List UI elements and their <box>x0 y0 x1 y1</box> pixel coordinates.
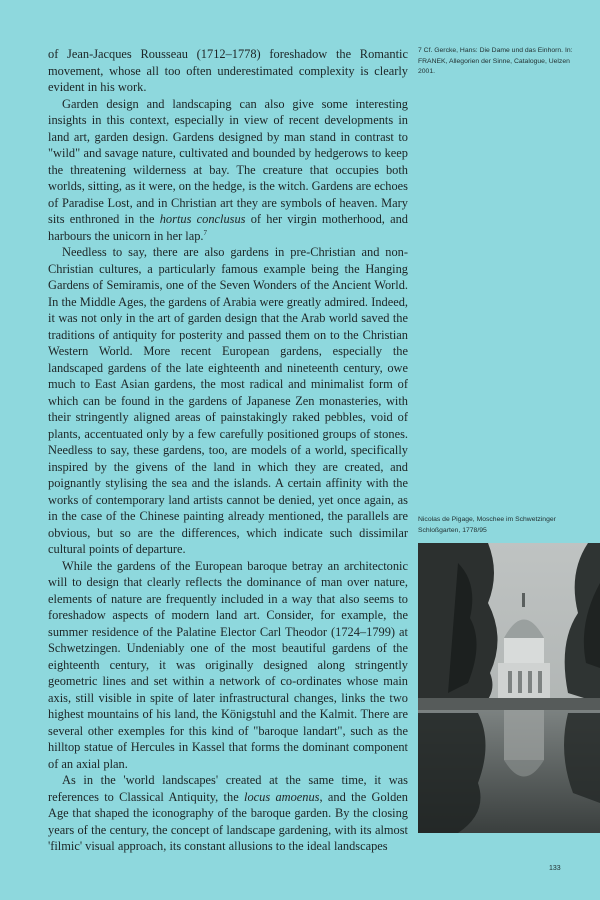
image-caption: Nicolas de Pigage, Moschee im Schwetzinger Schloßgarten, 1778/95 <box>418 516 556 534</box>
body-paragraph <box>48 96 408 245</box>
footnote-marker: 7 <box>203 228 208 237</box>
body-paragraph <box>48 46 408 96</box>
paragraph-text: of Jean-Jacques Rousseau (1712–1778) foreshadow the Romantic movement, whose all too often underestimated complexity is clearly evident in his work. <box>48 47 408 94</box>
page-number: 133 <box>549 865 561 872</box>
paragraph-text: Needless to say, there are also gardens in pre-Christian and non-Christian cultures, a particularly famous example being the Hanging Gardens of Semiramis, one of the Seven Wonders of the Ancient World. In the Middle Ages, the gardens of Arabia were greatly admired. Indeed, it was not only in the art of garden design that the Arab world saved the traditions of antiquity for posterity and passed them on to the Christian Western World. More recent European gardens, especially the landscaped gardens of the late eighteenth and nineteenth century, owe much to East Asian gardens, the most radical and minimalist form of which can be found in the gardens of Japanese Zen monasteries, with their stringently aligned areas of painstakingly raked pebbles, void of plants, accentuated only by a few carefully positioned groups of stones. Needless to say, these gardens, too, are models of a world, specifically inspired by the givens of the land in which they are created, and poignantly stylising the sea and the islands. A certain affinity with the works of contemporary land artists cannot be denied, yet once again, as in the case of the Chinese painting already mentioned, the parallels are obvious, but so are the differences, which indicate such dissimilar cultural points of departure. <box>48 245 408 556</box>
italic-term: hortus conclusus <box>159 212 246 226</box>
body-paragraph <box>48 772 408 855</box>
main-text-column <box>48 46 408 855</box>
paragraph-text: While the gardens of the European baroque betray an architectonic will to design that clearly reflects the dominance of man over nature, elements of nature are frequently included in a way that also seems to foreshadow aspects of modern land art. Consider, for example, the summer residence of the Palatine Elector Carl Theodor (1724–1799) at Schwetzingen. Undeniably one of the most beautiful gardens of the eighteenth century, it was originally designed along stringently geometric lines and set within a network of co-ordinates whose main axis, still visible in spite of later infrastructural changes, links the two highest mountains of his land, the Königstuhl and the Kalmit. There are several other exemples for this kind of "baroque landart", such as the hilltop statue of Hercules in Kassel that forms the dominant component of an axial plan. <box>48 558 408 771</box>
body-paragraph <box>48 558 408 773</box>
mosque-photograph <box>418 543 600 833</box>
paragraph-text: of her virgin motherhood, and harbours the unicorn in her lap. <box>48 212 408 243</box>
italic-term: locus amoenus <box>244 789 320 804</box>
paragraph-text: As in the 'world landscapes' created at the same time, it was references to Classical Antiquity, the <box>48 773 408 804</box>
body-paragraph <box>48 244 408 558</box>
paragraph-text: , and the Golden Age that shaped the iconography of the baroque garden. By the closing years of the century, the concept of landscape gardening, with its almost 'filmic' visual approach, its constant allusions to the ideal landscapes <box>48 789 409 853</box>
paragraph-text: Garden design and landscaping can also give some interesting insights in this context, especially in view of recent developments in land art, garden design. Gardens designed by man stand in contrast to "wild" and savage nature, cultivated and bounded by hedgerows to keep the threatening wilderness at bay. The creature that occupies both worlds, sitting, as it were, on the hedge, is the witch. Gardens are echoes of Paradise Lost, and in Christian art they are symbols of heaven. Mary sits enthroned in the <box>48 96 408 226</box>
footnote: 7 Cf. Gercke, Hans: Die Dame und das Einhorn. In: FRANEK, Allegorien der Sinne, Catalogue, Uelzen 2001. <box>418 47 573 75</box>
